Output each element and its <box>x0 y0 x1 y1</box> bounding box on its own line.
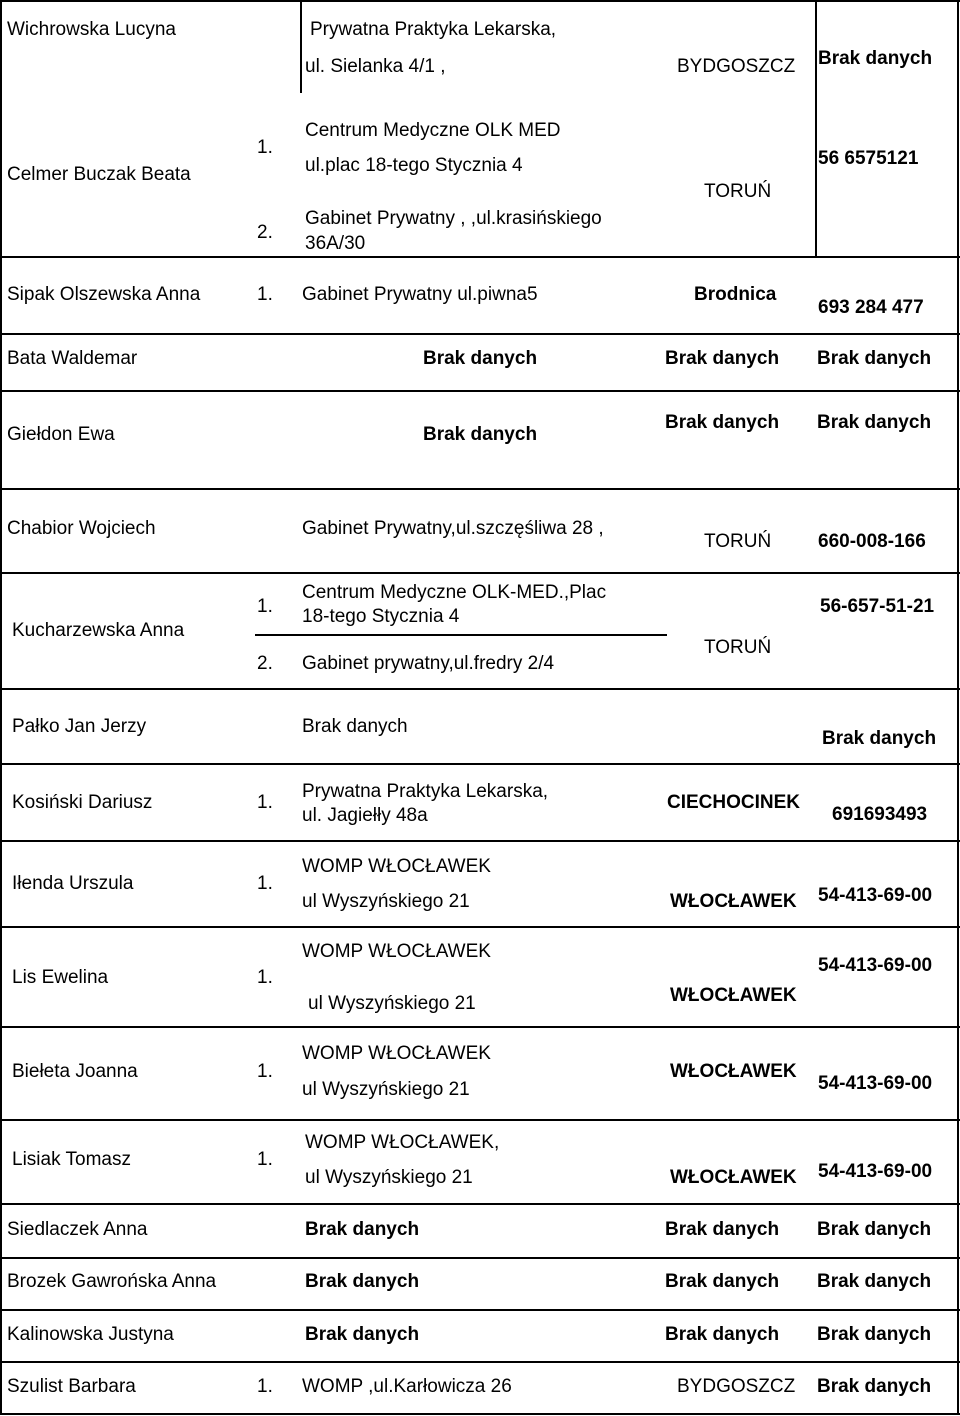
doctor-name: Lisiak Tomasz <box>12 1149 131 1170</box>
address-line: 18-tego Stycznia 4 <box>302 606 460 627</box>
address-line: ul.plac 18-tego Stycznia 4 <box>305 155 523 176</box>
city: Brak danych <box>665 412 780 433</box>
doctor-name: Chabior Wojciech <box>7 518 156 539</box>
address-line: ul Wyszyńskiego 21 <box>305 1167 473 1188</box>
city: BYDGOSZCZ <box>677 1376 796 1397</box>
address-line: Brak danych <box>423 348 538 369</box>
city: BYDGOSZCZ <box>677 56 796 77</box>
row-divider <box>0 1119 960 1121</box>
address-line: Brak danych <box>305 1324 420 1345</box>
table-border-left <box>0 0 2 1415</box>
address-line: 36A/30 <box>305 233 366 254</box>
city: WŁOCŁAWEK <box>670 1061 797 1082</box>
doctor-name: Iłenda Urszula <box>12 873 134 894</box>
row-divider <box>0 390 960 392</box>
phone: Brak danych <box>817 1219 932 1240</box>
phone: 54-413-69-00 <box>818 885 933 906</box>
list-number: 2. <box>257 222 273 243</box>
column-divider <box>815 93 817 256</box>
address-line: ul Wyszyńskiego 21 <box>308 993 476 1014</box>
address-line: WOMP ,ul.Karłowicza 26 <box>302 1376 512 1397</box>
table-border-right <box>957 0 959 1415</box>
phone: 54-413-69-00 <box>818 955 933 976</box>
phone: Brak danych <box>818 48 933 69</box>
row-divider <box>0 1309 960 1311</box>
phone: 54-413-69-00 <box>818 1073 933 1094</box>
address-line: Centrum Medyczne OLK-MED.,Plac <box>302 582 607 603</box>
list-number: 1. <box>257 1376 273 1397</box>
row-divider <box>0 688 960 690</box>
address-line: Gabinet Prywatny,ul.szczęśliwa 28 , <box>302 518 604 539</box>
phone: Brak danych <box>817 412 932 433</box>
list-number: 1. <box>257 967 273 988</box>
row-divider <box>0 763 960 765</box>
city: Brak danych <box>665 1271 780 1292</box>
phone: 691693493 <box>832 804 928 825</box>
doctor-name: Biełeta Joanna <box>12 1061 138 1082</box>
column-divider <box>300 0 302 93</box>
row-divider <box>0 488 960 490</box>
city: Brak danych <box>665 1324 780 1345</box>
city: WŁOCŁAWEK <box>670 891 797 912</box>
doctor-name: Szulist Barbara <box>7 1376 136 1397</box>
address-line: ul Wyszyńskiego 21 <box>302 1079 470 1100</box>
list-number: 1. <box>257 792 273 813</box>
address-line: WOMP WŁOCŁAWEK <box>302 1043 491 1064</box>
doctor-name: Kalinowska Justyna <box>7 1324 174 1345</box>
phone: Brak danych <box>817 1271 932 1292</box>
list-number: 2. <box>257 653 273 674</box>
address-line: ul. Sielanka 4/1 , <box>305 56 446 77</box>
row-divider <box>0 1026 960 1028</box>
doctor-name: Kosiński Dariusz <box>12 792 153 813</box>
doctor-name: Wichrowska Lucyna <box>7 19 176 40</box>
row-divider <box>0 572 960 574</box>
address-line: ul. Jagiełły 48a <box>302 805 428 826</box>
address-line: Brak danych <box>423 424 538 445</box>
address-line: Brak danych <box>305 1271 420 1292</box>
address-line: Prywatna Praktyka Lekarska, <box>310 19 557 40</box>
phone: 56-657-51-21 <box>820 596 935 617</box>
city: CIECHOCINEK <box>667 792 801 813</box>
phone: 660-008-166 <box>818 531 926 552</box>
phone: Brak danych <box>822 728 937 749</box>
row-divider <box>0 1361 960 1363</box>
doctor-name: Siedlaczek Anna <box>7 1219 148 1240</box>
address-line: ul Wyszyńskiego 21 <box>302 891 470 912</box>
address-line: Prywatna Praktyka Lekarska, <box>302 781 549 802</box>
address-line: Brak danych <box>302 716 408 737</box>
phone: Brak danych <box>817 348 932 369</box>
list-number: 1. <box>257 137 273 158</box>
row-divider <box>0 1203 960 1205</box>
city: WŁOCŁAWEK <box>670 1167 797 1188</box>
row-divider <box>0 1413 960 1415</box>
address-line: WOMP WŁOCŁAWEK, <box>305 1132 500 1153</box>
row-divider <box>0 926 960 928</box>
list-number: 1. <box>257 596 273 617</box>
doctor-name: Pałko Jan Jerzy <box>12 716 147 737</box>
city: TORUŃ <box>704 637 772 658</box>
list-number: 1. <box>257 1149 273 1170</box>
row-divider <box>0 333 960 335</box>
city: Brak danych <box>665 1219 780 1240</box>
address-line: Brak danych <box>305 1219 420 1240</box>
list-number: 1. <box>257 284 273 305</box>
phone: Brak danych <box>817 1376 932 1397</box>
address-line: WOMP WŁOCŁAWEK <box>302 941 491 962</box>
doctor-name: Bata Waldemar <box>7 348 138 369</box>
address-line: Gabinet Prywatny ul.piwna5 <box>302 284 538 305</box>
city: WŁOCŁAWEK <box>670 985 797 1006</box>
city: TORUŃ <box>704 181 772 202</box>
doctor-name: Celmer Buczak Beata <box>7 164 191 185</box>
list-number: 1. <box>257 873 273 894</box>
address-line: WOMP WŁOCŁAWEK <box>302 856 491 877</box>
column-divider <box>815 0 817 93</box>
address-line: Gabinet prywatny,ul.fredry 2/4 <box>302 653 555 674</box>
doctor-name: Kucharzewska Anna <box>12 620 185 641</box>
row-divider <box>0 1257 960 1259</box>
doctor-name: Sipak Olszewska Anna <box>7 284 201 305</box>
row-divider <box>0 840 960 842</box>
city: Brodnica <box>694 284 777 305</box>
doctor-name: Brozek Gawrońska Anna <box>7 1271 217 1292</box>
city: TORUŃ <box>704 531 772 552</box>
phone: Brak danych <box>817 1324 932 1345</box>
phone: 54-413-69-00 <box>818 1161 933 1182</box>
phone: 56 6575121 <box>818 148 919 169</box>
city: Brak danych <box>665 348 780 369</box>
doctor-name: Lis Ewelina <box>12 967 109 988</box>
row-subdivider <box>255 634 667 636</box>
phone: 693 284 477 <box>818 297 924 318</box>
list-number: 1. <box>257 1061 273 1082</box>
address-line: Centrum Medyczne OLK MED <box>305 120 561 141</box>
row-divider <box>0 256 960 258</box>
address-line: Gabinet Prywatny , ,ul.krasińskiego <box>305 208 602 229</box>
doctor-name: Giełdon Ewa <box>7 424 115 445</box>
